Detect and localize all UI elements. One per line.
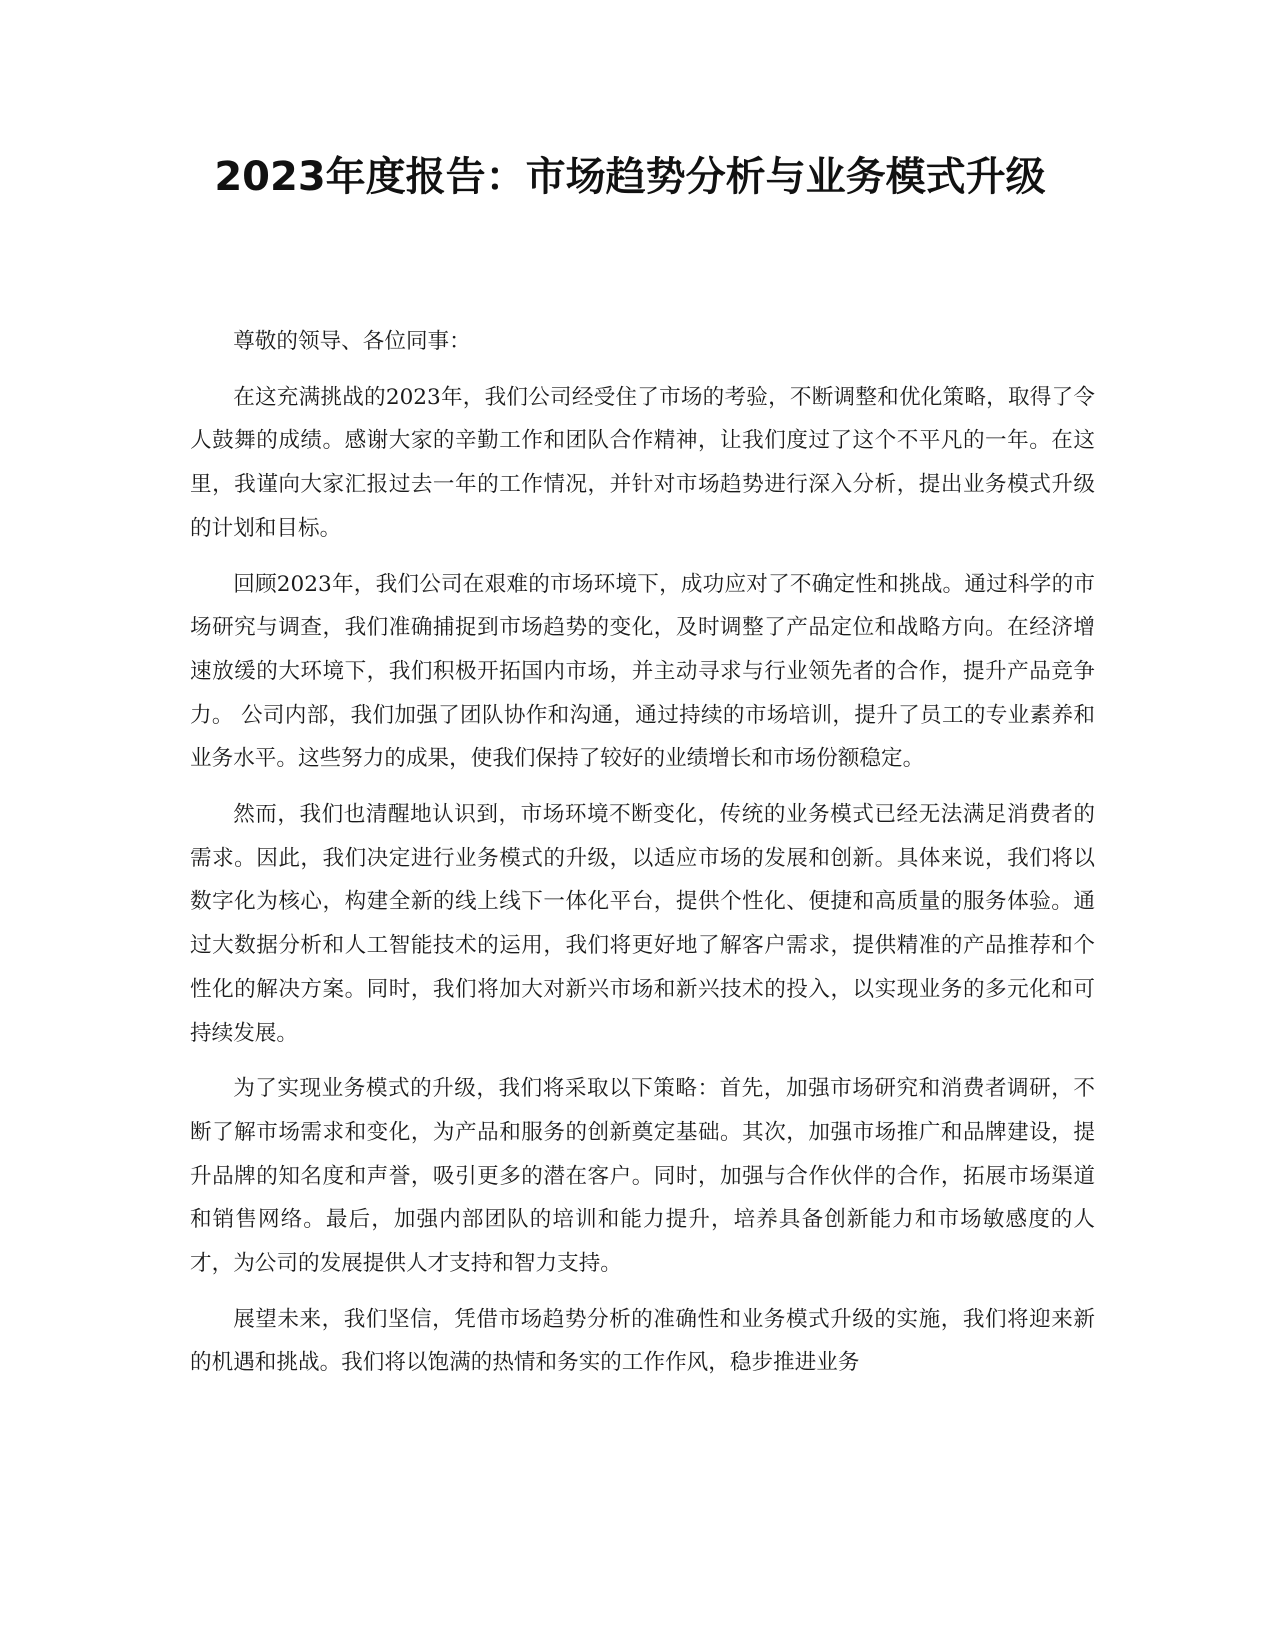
paragraph-strategy: 为了实现业务模式的升级，我们将采取以下策略：首先，加强市场研究和消费者调研，不断了解市场需求和变化，为产品和服务的创新奠定基础。其次，加强市场推广和品牌建设，提升品牌的知名度和声誉，吸引更多的潜在客户。同时，加强与合作伙伴的合作，拓展市场渠道和销售网络。最后，加强内部团队的培训和能力提升，培养具备创新能力和市场敏感度的人才，为公司的发展提供人才支持和智力支持。 [190, 1076, 1095, 1277]
document-title: 2023年度报告：市场趋势分析与业务模式升级 [214, 154, 1046, 200]
paragraph-upgrade: 然而，我们也清醒地认识到，市场环境不断变化，传统的业务模式已经无法满足消费者的需求。因此，我们决定进行业务模式的升级，以适应市场的发展和创新。具体来说，我们将以数字化为核心，构建全新的线上线下一体化平台，提供个性化、便捷和高质量的服务体验。通过大数据分析和人工智能技术的运用，我们将更好地了解客户需求，提供精准的产品推荐和个性化的解决方案。同时，我们将加大对新兴市场和新兴技术的投入，以实现业务的多元化和可持续发展。 [190, 802, 1095, 1046]
paragraph-intro: 在这充满挑战的2023年，我们公司经受住了市场的考验，不断调整和优化策略，取得了令人鼓舞的成绩。感谢大家的辛勤工作和团队合作精神，让我们度过了这个不平凡的一年。在这里，我谨向大家汇报过去一年的工作情况，并针对市场趋势进行深入分析，提出业务模式升级的计划和目标。 [190, 384, 1095, 541]
document-body [190, 320, 1095, 1397]
paragraph-outlook: 展望未来，我们坚信，凭借市场趋势分析的准确性和业务模式升级的实施，我们将迎来新的机遇和挑战。我们将以饱满的热情和务实的工作作风，稳步推进业务 [190, 1306, 1095, 1376]
paragraph-review: 回顾2023年，我们公司在艰难的市场环境下，成功应对了不确定性和挑战。通过科学的市场研究与调查，我们准确捕捉到市场趋势的变化，及时调整了产品定位和战略方向。在经济增速放缓的大环境下，我们积极开拓国内市场，并主动寻求与行业领先者的合作，提升产品竞争力。 公司内部，我们加强了团队协作和沟通，通过持续的市场培训，提升了员工的专业素养和业务水平。这些努力的成果，使我们保持了较好的业绩增长和市场份额稳定。 [190, 571, 1095, 772]
salutation: 尊敬的领导、各位同事： [233, 329, 471, 354]
